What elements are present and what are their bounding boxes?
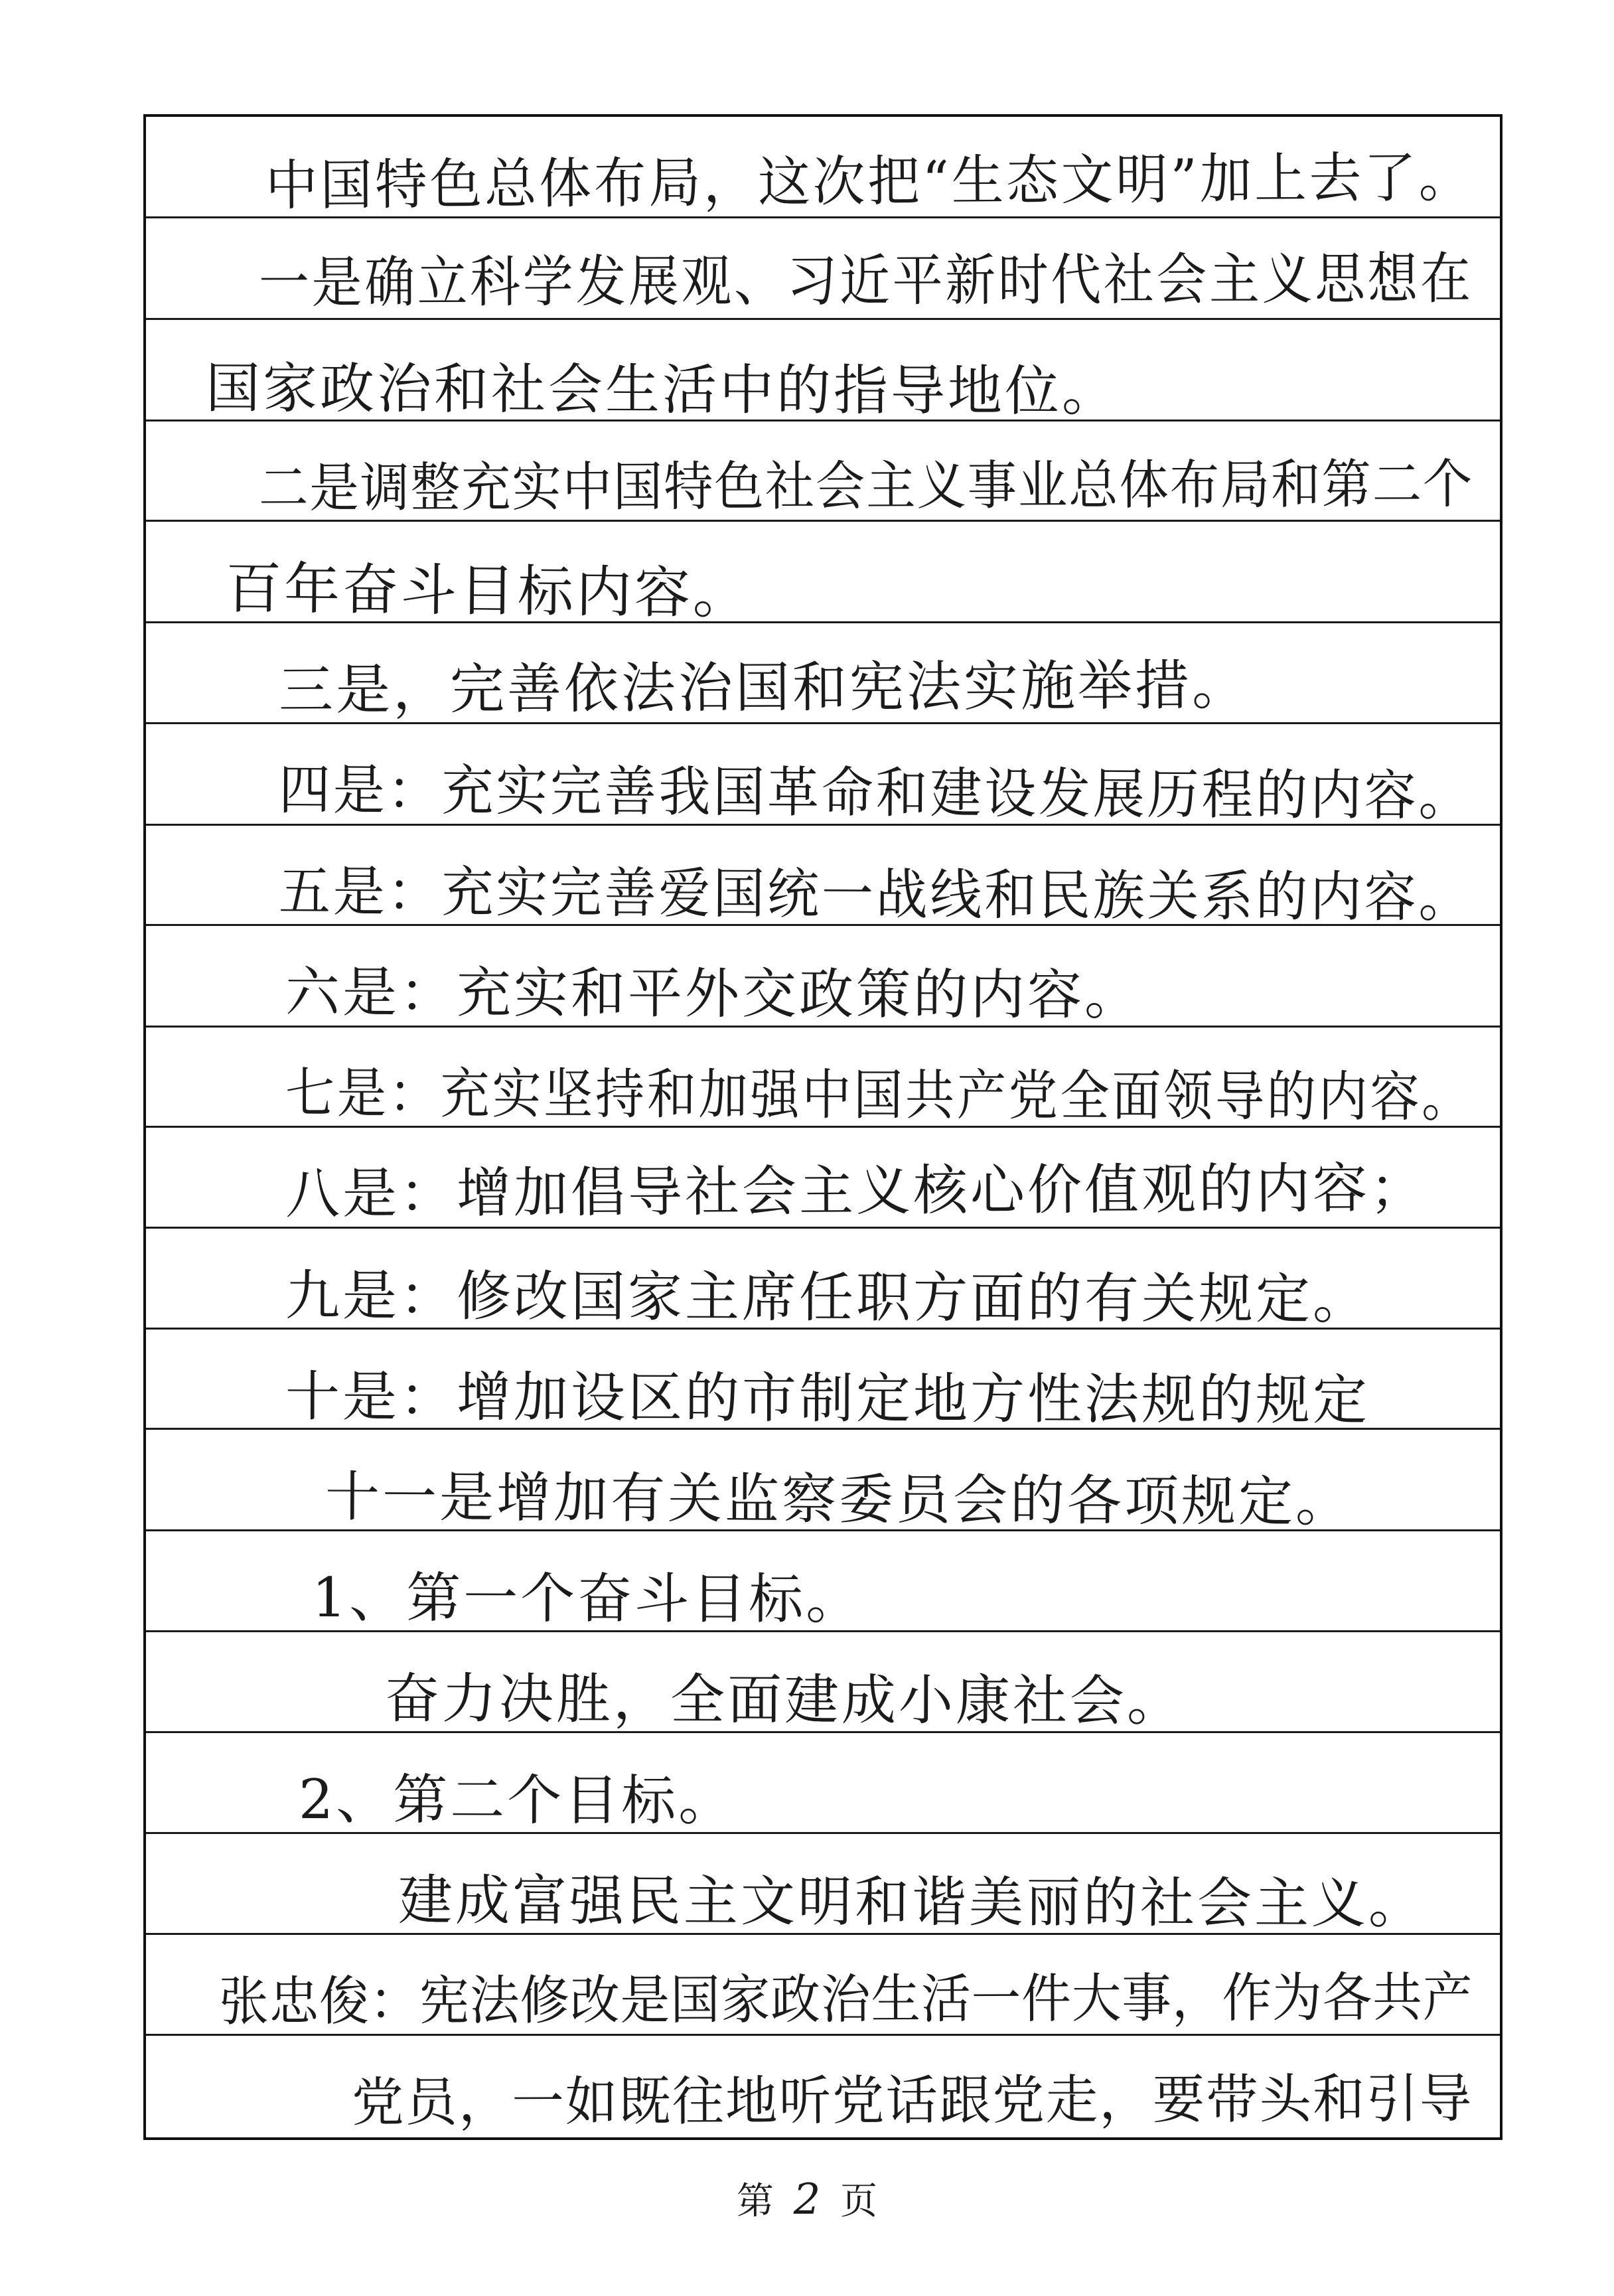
handwritten-line: 八是：增加倡导社会主义核心价值观的内容；: [285, 1156, 1428, 1226]
handwritten-line: 四是：充实完善我国革命和建设发展历程的内容。: [278, 759, 1473, 828]
ruled-line: [146, 318, 1500, 320]
page-label-prefix: 第: [736, 2180, 774, 2223]
handwritten-line: 十是：增加设区的市制定地方性法规的规定: [285, 1365, 1370, 1432]
handwritten-line: 一是确立科学发展观、习近平新时代社会主义思想在: [258, 246, 1473, 315]
handwritten-line: 建成富强民主文明和谐美丽的社会主义。: [398, 1869, 1426, 1936]
handwritten-line: 三是，完善依法治国和宪法实施举措。: [278, 654, 1250, 722]
handwritten-line: 奋力决胜，全面建成小康社会。: [384, 1667, 1185, 1734]
handwritten-line: 张忠俊：宪法修改是国家政治生活一件大事，作为各共产: [218, 1966, 1473, 2032]
page-footer: [0, 2172, 1614, 2225]
handwritten-line: 五是：充实完善爱国统一战线和民族关系的内容。: [278, 860, 1473, 930]
handwritten-line: 国家政治和社会生活中的指导地位。: [205, 357, 1120, 423]
handwritten-line: 十一是增加有关监察委员会的各项规定。: [325, 1466, 1353, 1535]
handwritten-line: 七是：充实坚持和加强中国共产党全面领导的内容。: [285, 1062, 1474, 1130]
handwritten-line: 九是：修改国家主席任职方面的有关规定。: [285, 1264, 1370, 1332]
handwritten-line: 党员，一如既往地听党话跟党走，要带头和引导: [351, 2068, 1473, 2133]
handwritten-line: 2、第二个目标。: [298, 1768, 736, 1833]
page-number: 2: [793, 2175, 821, 2224]
handwritten-line: 二是调整充实中国特色社会主义事业总体布局和第二个: [258, 453, 1474, 519]
handwritten-line: 中国特色总体布局，这次把“生态文明”加上去了。: [265, 146, 1474, 218]
handwritten-line: 1、第一个奋斗目标。: [311, 1567, 863, 1632]
handwritten-line: 六是：充实和平外交政策的内容。: [285, 961, 1142, 1028]
page-label-suffix: 页: [840, 2180, 878, 2223]
ruled-writing-sheet: [143, 114, 1503, 2140]
handwritten-line: 百年奋斗目标内容。: [225, 556, 752, 627]
